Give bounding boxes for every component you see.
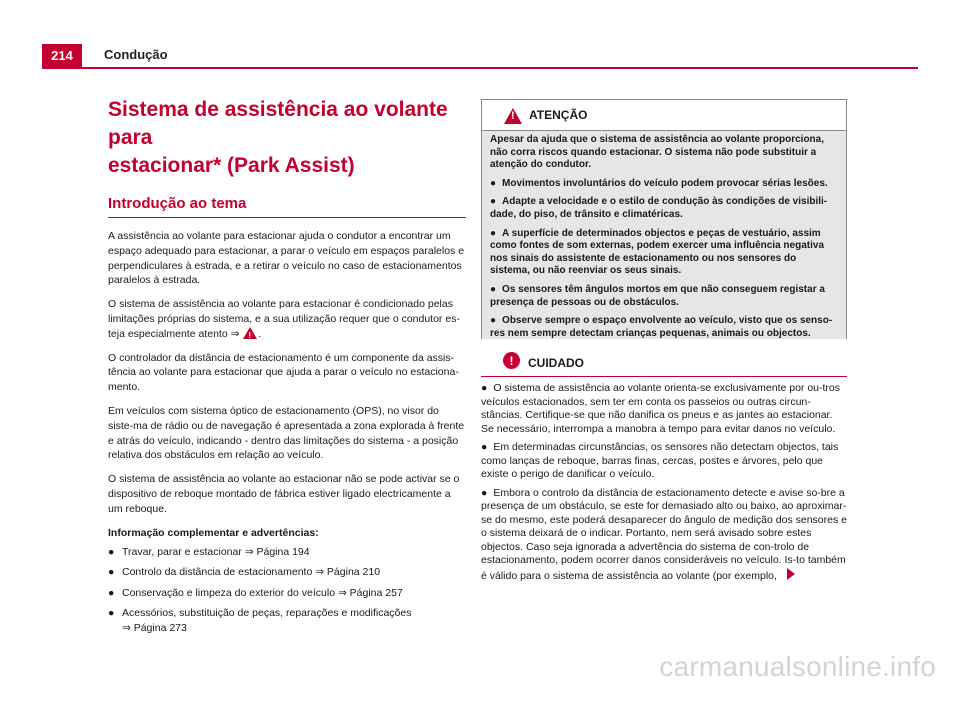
page-number: 214 [42, 44, 82, 67]
warning-item-text: Movimentos involuntários do veículo podem provocar sérias lesões. [502, 177, 828, 189]
warning-title: ATENÇÃO [529, 108, 588, 122]
section-title-line2: estacionar* (Park Assist) [108, 154, 355, 177]
continue-arrow-icon[interactable] [787, 568, 795, 580]
section-title-line1: Sistema de assistência ao volante para [108, 98, 448, 149]
warning-list [490, 178, 838, 341]
bullet-icon: ● [108, 586, 115, 599]
bullet-icon: ● [108, 566, 115, 579]
list-item [490, 228, 838, 278]
ref-text: Controlo da distância de estacionamento [122, 566, 313, 579]
caution-header [481, 352, 847, 374]
caution-rule [481, 376, 847, 377]
bullet-icon: ● [490, 227, 497, 239]
list-item [108, 606, 466, 635]
bullet-icon: ● [108, 607, 115, 620]
list-item [481, 441, 847, 482]
header-rule [42, 67, 918, 69]
warning-header [482, 100, 846, 131]
warning-box [481, 99, 847, 339]
page-link[interactable]: ⇒ Página 257 [337, 586, 403, 599]
warning-item-text: Observe sempre o espaço envolvente ao veículo, visto que os senso-res nem sempre detectam crianças pequenas, animais ou objectos. [490, 315, 833, 339]
paragraph-3: O controlador da distância de estacionamento é um componente da assis-tência ao volante para estacionar que ajuda a parar o veículo no estaciona-mento. [108, 351, 459, 394]
list-item [108, 586, 466, 601]
page-link[interactable]: ⇒ Página 194 [244, 545, 310, 558]
list-item [490, 196, 838, 221]
paragraph-5: O sistema de assistência ao volante ao estacionar não se pode activar se o dispositivo de reboque montado de fábrica estiver ligado electricamente a um reboque. [108, 473, 460, 515]
subsection-title: Introdução ao tema [108, 195, 247, 212]
info-title: Informação complementar e advertências: [108, 526, 319, 539]
warning-item-text: A superfície de determinados objectos e peças de vestuário, assim como fontes de som externas, podem exercer uma influência negativa nos sinais do assistente de estacionamento ou nos sensores do sistema, ou não reenviar os seus sinais. [490, 227, 824, 277]
ref-text: Acessórios, substituição de peças, reparações e modificações [122, 607, 412, 620]
caution-title: CUIDADO [528, 356, 584, 370]
list-item [108, 565, 466, 580]
bullet-icon: ● [481, 382, 488, 394]
page-link[interactable]: ⇒ Página 273 [122, 621, 187, 634]
reference-list [108, 545, 466, 636]
list-item [490, 284, 838, 309]
caution-icon: ! [503, 352, 520, 369]
subsection-rule [108, 217, 466, 218]
warning-triangle-icon: ! [504, 108, 522, 124]
warning-item-text: Adapte a velocidade e o estilo de condução às condições de visibili-dade, do piso, de trânsito e climatéricas. [490, 196, 828, 220]
section-title [108, 96, 466, 180]
warning-ref-icon[interactable] [243, 327, 257, 339]
caution-item-text: Embora o controlo da distância de estacionamento detecte e avise so-bre a presença de um obstáculo, se este for demasiado alto ou baixo, ao aproximar-se do mesmo, este poderá desaparecer do ângulo de medição dos sensores e o sistema deixará de o indicar. Portanto, nem será avisado sobre estes objectos. Caso seja ignorada a advertência do sistema de con-trolo de estacionamento, podem ocorrer danos consideráveis no veículo. Is-to também é válido para o sistema de assistência ao volante (por exemplo, [481, 486, 847, 582]
watermark: carmanualsonline.info [659, 651, 936, 682]
caution-list [481, 382, 847, 583]
bullet-icon: ● [490, 196, 497, 208]
paragraph-2-text: O sistema de assistência ao volante para estacionar é condicionado pelas limitações próprias do sistema, e a sua utilização requer que o condutor es-teja especialmente atento ⇒ [108, 298, 460, 340]
left-column [108, 96, 466, 641]
list-item [490, 178, 838, 191]
bullet-icon: ● [490, 315, 497, 327]
bullet-icon: ● [108, 545, 115, 558]
list-item [108, 545, 466, 560]
bullet-icon: ● [481, 441, 488, 453]
list-item [490, 315, 838, 340]
warning-body [482, 131, 846, 339]
caution-item-text: O sistema de assistência ao volante orienta-se exclusivamente por ou-tros veículos estacionados, sem ter em conta os passeios ou outras circun-stâncias. Certifique-se que não danifica os pneus e as jantes ao estacionar. Se necessário, interrompa a manobra a tempo para evitar danos no veículo. [481, 382, 841, 435]
caution-section [481, 352, 847, 583]
ref-text: Conservação e limpeza do exterior do veículo [122, 586, 336, 599]
ref-text: Travar, parar e estacionar [122, 545, 242, 558]
paragraph-1: A assistência ao volante para estacionar ajuda o condutor a encontrar um espaço adequado para estacionar, a parar o veículo em espaços paralelos e perpendiculares à estrada, e a retirar o veículo no caso de estacionamentos paralelos à estrada. [108, 230, 465, 287]
caution-item-text: Em determinadas circunstâncias, os sensores não detectam objectos, tais como lanças de reboque, barras finas, cercas, postes e árvores, pelo que existe o perigo de danificar o veículo. [481, 441, 839, 480]
list-item [481, 487, 847, 584]
page-link[interactable]: ⇒ Página 210 [315, 566, 381, 579]
warning-intro: Apesar da ajuda que o sistema de assistência ao volante proporciona, não corra riscos quando estacionar. O sistema não pode substituir a atenção do condutor. [490, 134, 824, 171]
bullet-icon: ● [490, 283, 497, 295]
page-header [42, 44, 918, 68]
list-item [481, 382, 847, 436]
paragraph-4: Em veículos com sistema óptico de estacionamento (OPS), no visor do siste-ma de rádio ou de navegação é apresentada a zona explorada à frente e atrás do veículo, indicando - dentro das limitações do sistema - a posição relativa dos obstáculos em relação ao veículo. [108, 404, 465, 462]
warning-item-text: Os sensores têm ângulos mortos em que não conseguem registar a presença de pessoas ou de obstáculos. [490, 283, 825, 308]
chapter-title: Condução [104, 47, 168, 62]
bullet-icon: ● [490, 177, 497, 189]
bullet-icon: ● [481, 486, 488, 499]
paragraph-2: O sistema de assistência ao volante para estacionar é condicionado pelas limitações próprias do sistema, e a sua utilização requer que o condutor es-teja especialmente atento ⇒ ! . [108, 297, 466, 341]
